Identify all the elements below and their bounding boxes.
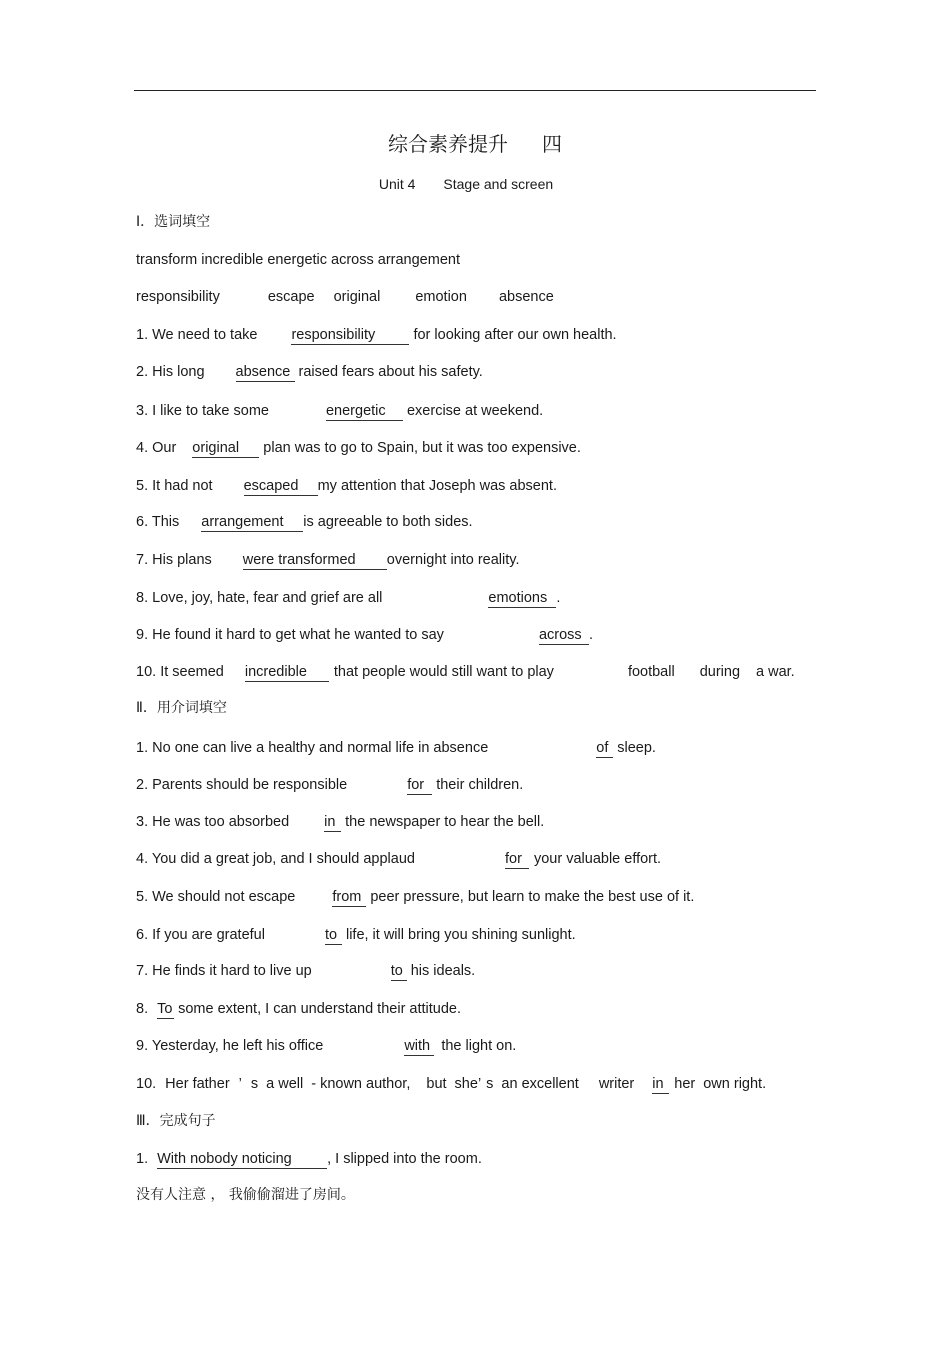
page-title-text: 综合素养提升 (388, 132, 508, 156)
answer-blank: responsibility (291, 327, 409, 345)
item-text: ’ (238, 1076, 242, 1092)
item-number: 9. (136, 627, 149, 643)
item-number: 7. (136, 963, 149, 979)
section-1-heading: Ⅰ．选词填空 (136, 214, 211, 230)
item-text: Love, joy, hate, fear and grief are all (152, 590, 383, 606)
item-number: 9. (136, 1038, 149, 1054)
answer-blank: for (505, 851, 529, 869)
item-text: she (454, 1076, 478, 1092)
item-text: during (699, 664, 741, 680)
item-text: Our (152, 440, 177, 456)
answer-blank: With nobody noticing (157, 1151, 327, 1169)
item-number: 8. (136, 1001, 149, 1017)
answer-blank: across (539, 627, 589, 645)
exercise-2-item (136, 739, 656, 758)
exercise-2-item (136, 926, 576, 945)
item-number: 8. (136, 590, 149, 606)
answer-blank: to (325, 927, 342, 945)
answer-blank: emotions (488, 590, 556, 608)
item-number: 2. (136, 777, 149, 793)
item-text: but (426, 1076, 447, 1092)
item-text: writer (598, 1076, 635, 1092)
answer-blank: absence (236, 364, 295, 382)
item-text: It had not (152, 478, 213, 494)
answer-blank: in (652, 1076, 669, 1094)
item-text: my attention that Joseph was absent. (317, 478, 557, 494)
item-number: 5. (136, 889, 149, 905)
item-text: their children. (436, 777, 524, 793)
top-rule (134, 90, 816, 91)
answer-blank: with (404, 1038, 434, 1056)
exercise-1-item (136, 626, 593, 645)
word-bank-word: escape (267, 289, 315, 305)
page-title (0, 128, 950, 157)
item-text: He found it hard to get what he wanted to say (152, 627, 444, 643)
item-text: a well (266, 1076, 304, 1092)
item-text: that people would still want to play (333, 664, 554, 680)
item-text: If you are grateful (152, 927, 265, 943)
item-text: . (556, 590, 561, 606)
item-text: His plans (152, 552, 212, 568)
item-text: Her father (165, 1076, 230, 1092)
item-text: sleep. (617, 740, 656, 756)
item-text: for looking after our own health. (413, 327, 617, 343)
item-text: He finds it hard to live up (152, 963, 312, 979)
word-bank-line-2 (136, 288, 554, 306)
exercise-2-item (136, 776, 523, 795)
exercise-1-item (136, 363, 483, 382)
answer-blank: from (332, 889, 366, 907)
item-text: football (627, 664, 675, 680)
page-title-number: 四 (542, 132, 562, 156)
item-number: 1. (136, 1151, 149, 1167)
exercise-1-item (136, 589, 560, 608)
word-bank-word: responsibility (136, 289, 220, 305)
chinese-translation: 没有人注意 ， 我偷偷溜进了房间。 (136, 1187, 355, 1203)
item-text: s (486, 1076, 494, 1092)
item-text: your valuable effort. (533, 851, 662, 867)
item-number: 7. (136, 552, 149, 568)
item-text: It seemed (160, 664, 224, 680)
item-number: 4. (136, 440, 149, 456)
item-text: Parents should be responsible (152, 777, 348, 793)
answer-blank: energetic (326, 403, 403, 421)
item-text: No one can live a healthy and normal life in absence (152, 740, 489, 756)
exercise-1-item (136, 477, 557, 496)
item-text: an excellent (501, 1076, 579, 1092)
word-bank-line-1: transform incredible energetic across arrangement (136, 252, 460, 268)
item-number: 6. (136, 927, 149, 943)
item-text: We need to take (152, 327, 258, 343)
item-text: You did a great job, and I should applaud (151, 851, 415, 867)
item-text: her (674, 1076, 696, 1092)
answer-blank: to (391, 963, 407, 981)
section-3-heading: Ⅲ．完成句子 (136, 1113, 216, 1129)
item-text: We should not escape (152, 889, 296, 905)
answer-blank: were transformed (243, 552, 387, 570)
item-text: Yesterday, he left his office (151, 1038, 324, 1054)
answer-blank: for (407, 777, 432, 795)
exercise-2-item (136, 850, 661, 869)
answer-blank: arrangement (201, 514, 303, 532)
item-text: a war. (756, 664, 795, 680)
item-number: 2. (136, 364, 149, 380)
item-number: 3. (136, 403, 149, 419)
item-text: - known author, (311, 1076, 411, 1092)
item-text: This (151, 514, 180, 530)
exercise-2-item (136, 1075, 766, 1094)
item-number: 1. (136, 327, 149, 343)
answer-blank: escaped (244, 478, 318, 496)
exercise-1-item (136, 663, 795, 682)
exercise-2-item (136, 1037, 516, 1056)
exercise-1-item (136, 551, 519, 570)
item-number: 4. (136, 851, 149, 867)
item-number: 6. (136, 514, 149, 530)
item-text: plan was to go to Spain, but it was too expensive. (263, 440, 581, 456)
exercise-3-item (136, 1150, 482, 1169)
answer-blank: in (324, 814, 341, 832)
item-text: the newspaper to hear the bell. (345, 814, 545, 830)
exercise-1-item (136, 402, 543, 421)
item-text: . (588, 627, 593, 643)
unit-topic: Stage and screen (443, 176, 554, 192)
exercise-1-item (136, 326, 617, 345)
answer-blank: incredible (245, 664, 329, 682)
answer-blank: of (596, 740, 613, 758)
answer-blank: To (157, 1001, 173, 1017)
exercise-2-item (136, 1000, 461, 1019)
word-bank-word: emotion (415, 289, 467, 305)
item-text: exercise at weekend. (406, 403, 544, 419)
item-text: I like to take some (152, 403, 269, 419)
item-text: his ideals. (410, 963, 476, 979)
item-text: the light on. (441, 1038, 517, 1054)
item-text: peer pressure, but learn to make the best use of it. (370, 889, 695, 905)
word-bank-word: original (333, 289, 381, 305)
item-number: 5. (136, 478, 149, 494)
answer-blank: original (192, 440, 259, 458)
word-bank-word: absence (498, 289, 554, 305)
item-text: raised fears about his safety. (298, 364, 483, 380)
item-text: life, it will bring you shining sunlight. (345, 927, 576, 943)
item-text: s (250, 1076, 259, 1092)
item-text: He was too absorbed (152, 814, 290, 830)
item-text: some extent, I can understand their attitude. (178, 1001, 462, 1017)
exercise-1-item (136, 439, 581, 458)
item-text: His long (152, 364, 205, 380)
item-number: 1. (136, 740, 149, 756)
unit-number: Unit 4 (378, 176, 416, 192)
exercise-2-item (136, 962, 475, 981)
item-number: 10. (136, 1076, 157, 1092)
item-text: is agreeable to both sides. (303, 514, 473, 530)
item-number: 10. (136, 664, 157, 680)
section-2-heading: Ⅱ．用介词填空 (136, 700, 227, 716)
item-number: 3. (136, 814, 149, 830)
exercise-2-item (136, 813, 544, 832)
item-text: own right. (703, 1076, 767, 1092)
item-text: , I slipped into the room. (327, 1151, 482, 1167)
exercise-2-item (136, 888, 694, 907)
item-text: ’ (477, 1076, 482, 1092)
exercise-1-item (136, 513, 473, 532)
item-text: overnight into reality. (386, 552, 520, 568)
unit-subtitle (0, 176, 932, 192)
